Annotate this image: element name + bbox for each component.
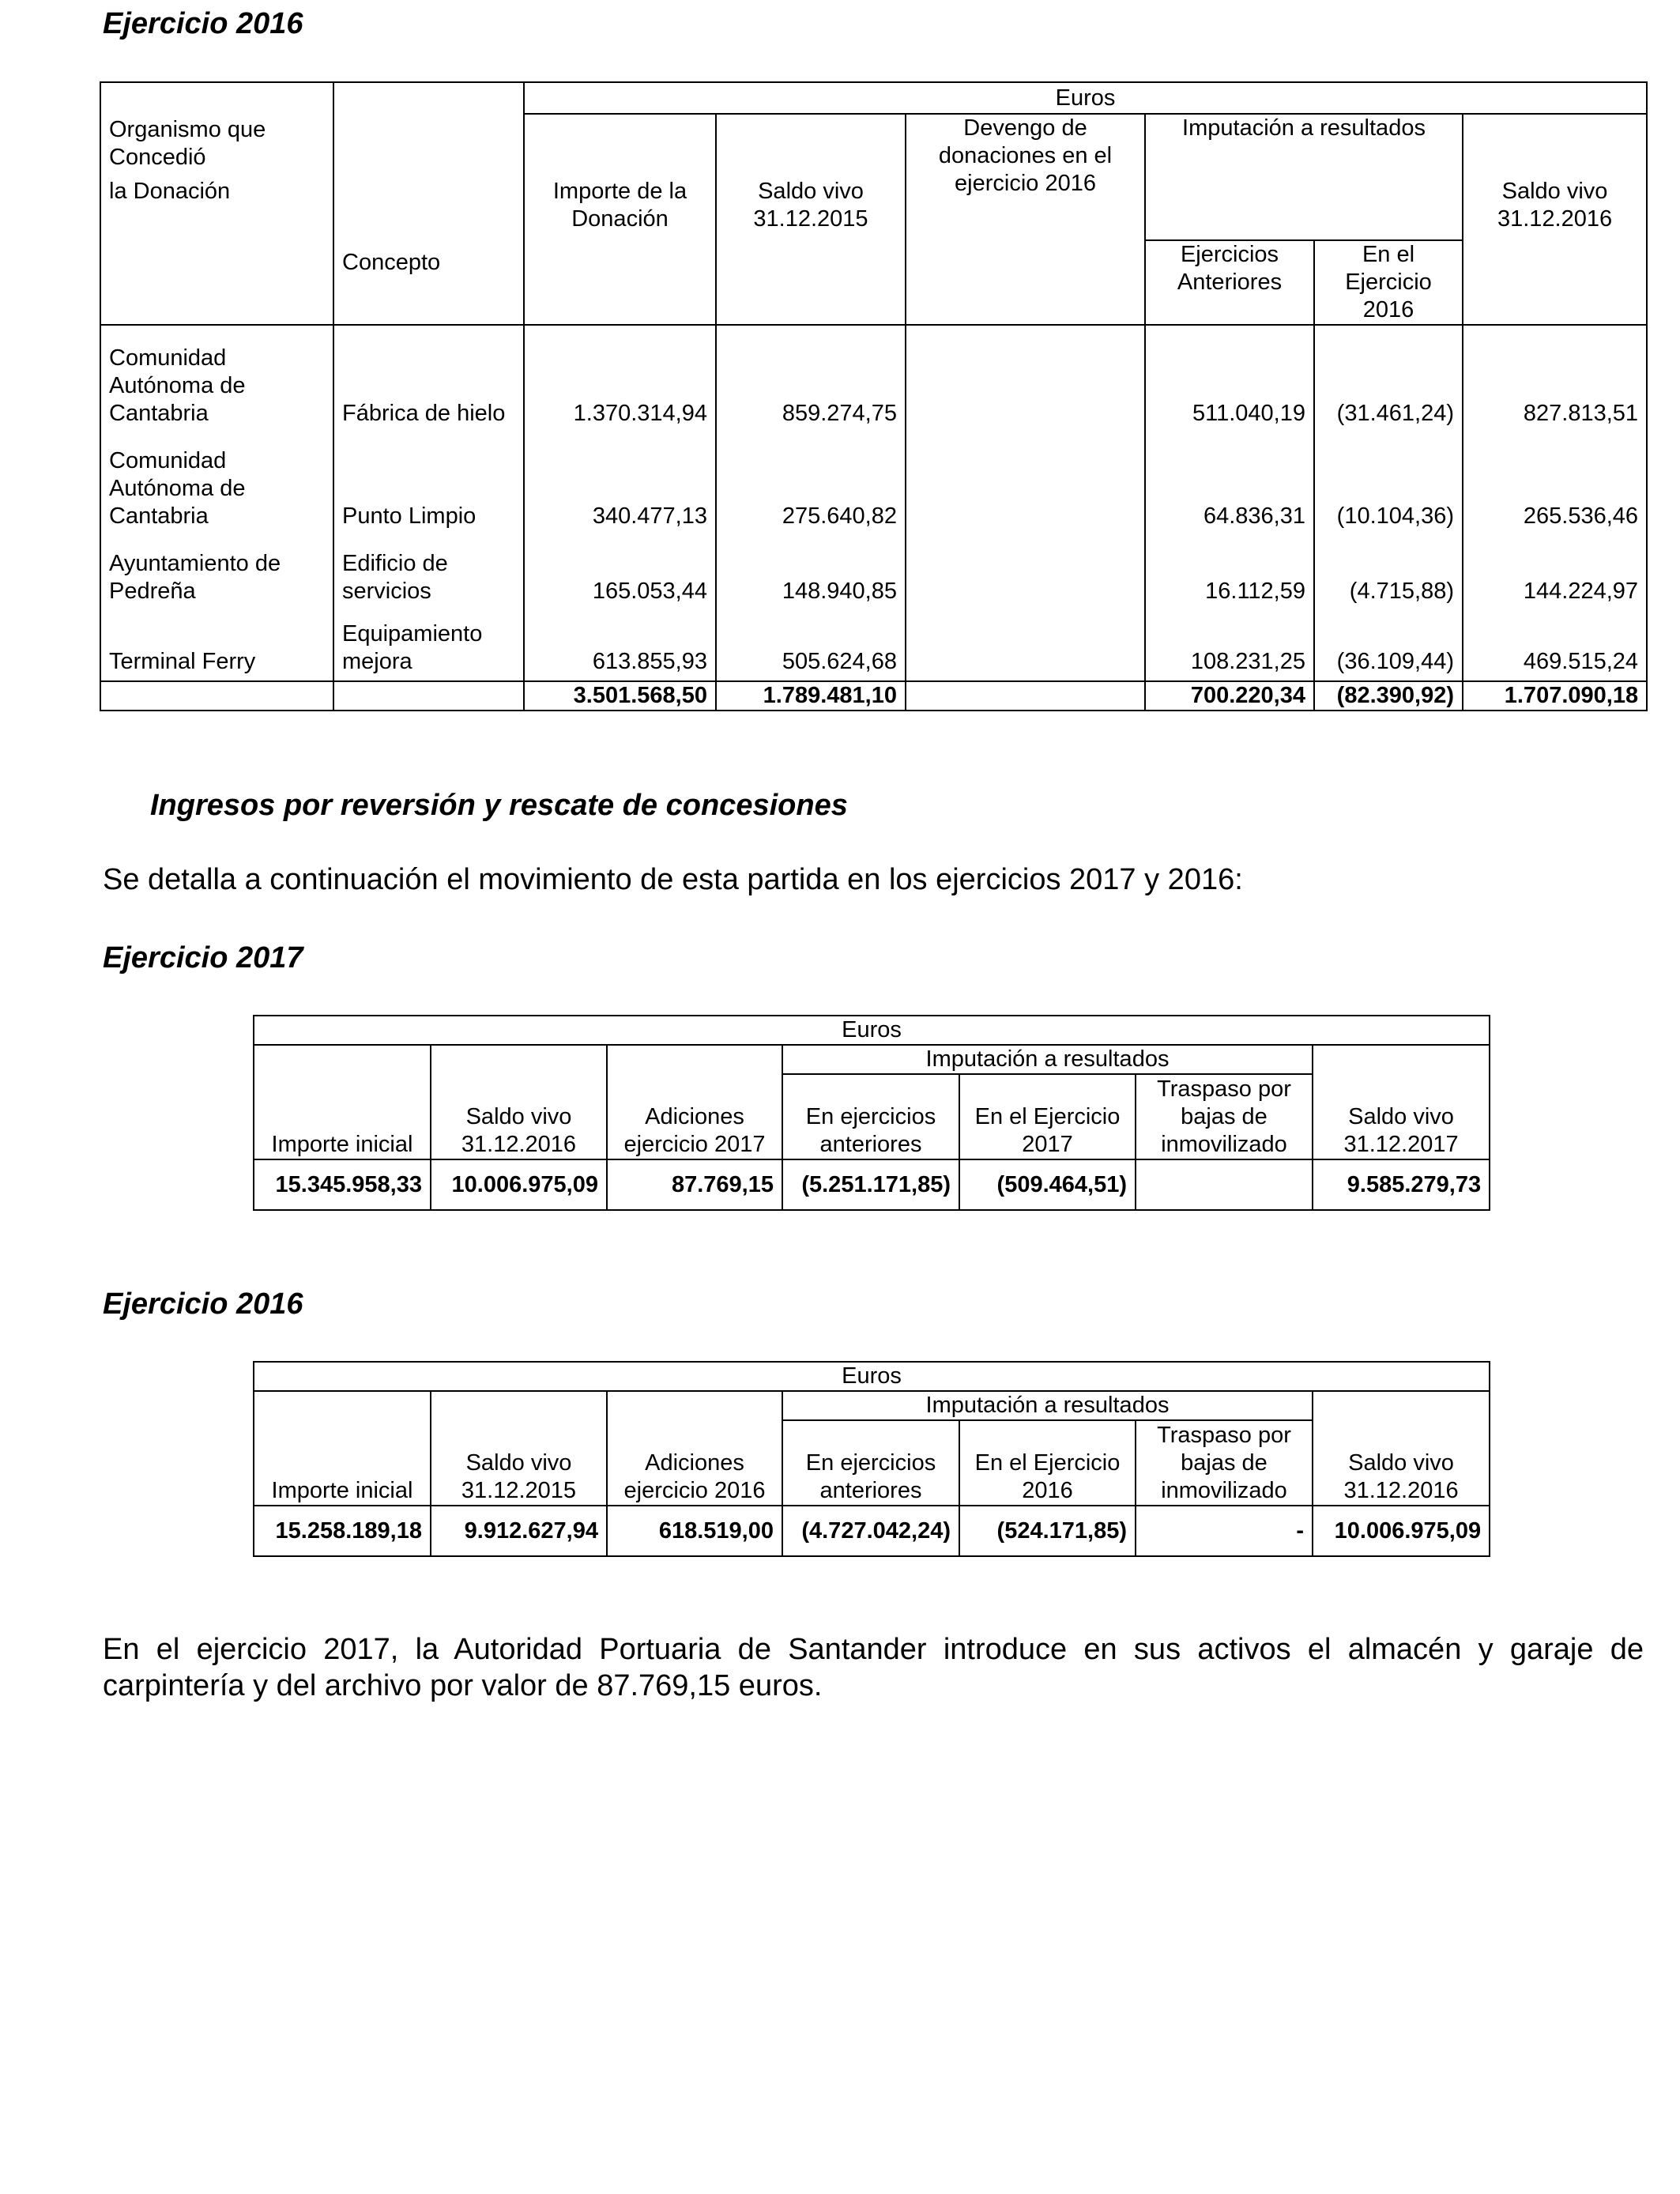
row-anteriores: (4.727.042,24) xyxy=(782,1506,959,1556)
heading-ejercicio-2017: Ejercicio 2017 xyxy=(103,941,303,974)
row-saldo-inicial: 10.006.975,09 xyxy=(431,1159,607,1210)
row-importe-inicial: 15.345.958,33 xyxy=(254,1159,431,1210)
header-ejercicio: En el Ejercicio 2016 xyxy=(959,1420,1136,1506)
row-ejercicio: (31.461,24) xyxy=(1314,325,1463,428)
row-organismo: Comunidad Autónoma de Cantabria xyxy=(100,325,333,428)
row-importe: 613.855,93 xyxy=(524,605,716,681)
intro-paragraph: Se detalla a continuación el movimiento de esta partida en los ejercicios 2017 y 2016: xyxy=(103,863,1243,896)
row-ejercicio: (36.109,44) xyxy=(1314,605,1463,681)
row-organismo: Comunidad Autónoma de Cantabria xyxy=(100,428,333,530)
row-anteriores: (5.251.171,85) xyxy=(782,1159,959,1210)
row-importe: 165.053,44 xyxy=(524,530,716,605)
row-organismo: Ayuntamiento de Pedreña xyxy=(100,530,333,605)
total-ejercicio: (82.390,92) xyxy=(1314,681,1463,711)
header-traspaso: Traspaso por bajas de inmovilizado xyxy=(1136,1420,1313,1506)
row-saldo-final: 9.585.279,73 xyxy=(1313,1159,1490,1210)
total-saldo-2015: 1.789.481,10 xyxy=(716,681,906,711)
heading-ejercicio-2016-reversion: Ejercicio 2016 xyxy=(103,1287,303,1321)
header-imputacion: Imputación a resultados xyxy=(782,1391,1313,1420)
header-saldo-final: Saldo vivo 31.12.2016 xyxy=(1313,1391,1490,1506)
header-anteriores: En ejercicios anteriores xyxy=(782,1420,959,1506)
row-saldo-2016: 827.813,51 xyxy=(1463,325,1647,428)
header-imputacion: Imputación a resultados xyxy=(1145,114,1463,240)
header-saldo-inicial: Saldo vivo 31.12.2015 xyxy=(431,1391,607,1506)
row-saldo-inicial: 9.912.627,94 xyxy=(431,1506,607,1556)
header-euros: Euros xyxy=(524,82,1647,114)
row-saldo-2015: 275.640,82 xyxy=(716,428,906,530)
closing-paragraph: En el ejercicio 2017, la Autoridad Portuaria de Santander introduce en sus activos el almacén y garaje de carpintería y del archivo por valor de 87.769,15 euros. xyxy=(103,1633,1644,1702)
total-importe: 3.501.568,50 xyxy=(524,681,716,711)
row-saldo-2016: 144.224,97 xyxy=(1463,530,1647,605)
row-traspaso xyxy=(1136,1159,1313,1210)
header-euros: Euros xyxy=(254,1016,1490,1045)
donations-table xyxy=(100,81,1648,711)
row-importe: 1.370.314,94 xyxy=(524,325,716,428)
header-ejercicios-anteriores: Ejercicios Anteriores xyxy=(1145,240,1314,325)
row-devengo xyxy=(906,325,1145,428)
total-empty xyxy=(333,681,524,711)
header-saldo-final: Saldo vivo 31.12.2017 xyxy=(1313,1045,1490,1159)
row-adiciones: 618.519,00 xyxy=(607,1506,782,1556)
heading-ejercicio-2016-donations: Ejercicio 2016 xyxy=(103,7,303,40)
row-anteriores: 16.112,59 xyxy=(1145,530,1314,605)
header-importe: Importe de la Donación xyxy=(524,114,716,325)
row-importe: 340.477,13 xyxy=(524,428,716,530)
row-saldo-2015: 859.274,75 xyxy=(716,325,906,428)
row-saldo-2016: 469.515,24 xyxy=(1463,605,1647,681)
row-concepto: Punto Limpio xyxy=(333,428,524,530)
total-saldo-2016: 1.707.090,18 xyxy=(1463,681,1647,711)
row-anteriores: 108.231,25 xyxy=(1145,605,1314,681)
header-adiciones: Adiciones ejercicio 2017 xyxy=(607,1045,782,1159)
row-saldo-2016: 265.536,46 xyxy=(1463,428,1647,530)
row-devengo xyxy=(906,530,1145,605)
row-devengo xyxy=(906,428,1145,530)
row-importe-inicial: 15.258.189,18 xyxy=(254,1506,431,1556)
header-saldo-2016: Saldo vivo 31.12.2016 xyxy=(1463,114,1647,325)
row-traspaso: - xyxy=(1136,1506,1313,1556)
header-importe-inicial: Importe inicial xyxy=(254,1045,431,1159)
row-ejercicio: (524.171,85) xyxy=(959,1506,1136,1556)
row-concepto: Fábrica de hielo xyxy=(333,325,524,428)
header-devengo: Devengo de donaciones en el ejercicio 2016 xyxy=(906,114,1145,325)
reversion-2017-table xyxy=(253,1015,1490,1211)
row-ejercicio: (10.104,36) xyxy=(1314,428,1463,530)
row-saldo-2015: 505.624,68 xyxy=(716,605,906,681)
row-anteriores: 64.836,31 xyxy=(1145,428,1314,530)
header-imputacion: Imputación a resultados xyxy=(782,1045,1313,1074)
header-concepto: Concepto xyxy=(333,82,524,325)
row-saldo-final: 10.006.975,09 xyxy=(1313,1506,1490,1556)
row-devengo xyxy=(906,605,1145,681)
total-anteriores: 700.220,34 xyxy=(1145,681,1314,711)
row-ejercicio: (509.464,51) xyxy=(959,1159,1136,1210)
header-ejercicio: En el Ejercicio 2017 xyxy=(959,1074,1136,1159)
header-adiciones: Adiciones ejercicio 2016 xyxy=(607,1391,782,1506)
header-euros: Euros xyxy=(254,1362,1490,1391)
header-importe-inicial: Importe inicial xyxy=(254,1391,431,1506)
total-empty xyxy=(100,681,333,711)
header-organismo: Organismo que Concedió la Donación xyxy=(100,82,333,325)
header-anteriores: En ejercicios anteriores xyxy=(782,1074,959,1159)
header-saldo-2015: Saldo vivo 31.12.2015 xyxy=(716,114,906,325)
row-adiciones: 87.769,15 xyxy=(607,1159,782,1210)
total-devengo xyxy=(906,681,1145,711)
row-saldo-2015: 148.940,85 xyxy=(716,530,906,605)
header-traspaso: Traspaso por bajas de inmovilizado xyxy=(1136,1074,1313,1159)
row-ejercicio: (4.715,88) xyxy=(1314,530,1463,605)
section-title: Ingresos por reversión y rescate de concesiones xyxy=(150,789,848,822)
header-saldo-inicial: Saldo vivo 31.12.2016 xyxy=(431,1045,607,1159)
header-en-el-ejercicio: En el Ejercicio 2016 xyxy=(1314,240,1463,325)
row-organismo: Terminal Ferry xyxy=(100,605,333,681)
reversion-2016-table xyxy=(253,1361,1490,1557)
row-concepto: Edificio de servicios xyxy=(333,530,524,605)
row-concepto: Equipamiento mejora xyxy=(333,605,524,681)
row-anteriores: 511.040,19 xyxy=(1145,325,1314,428)
